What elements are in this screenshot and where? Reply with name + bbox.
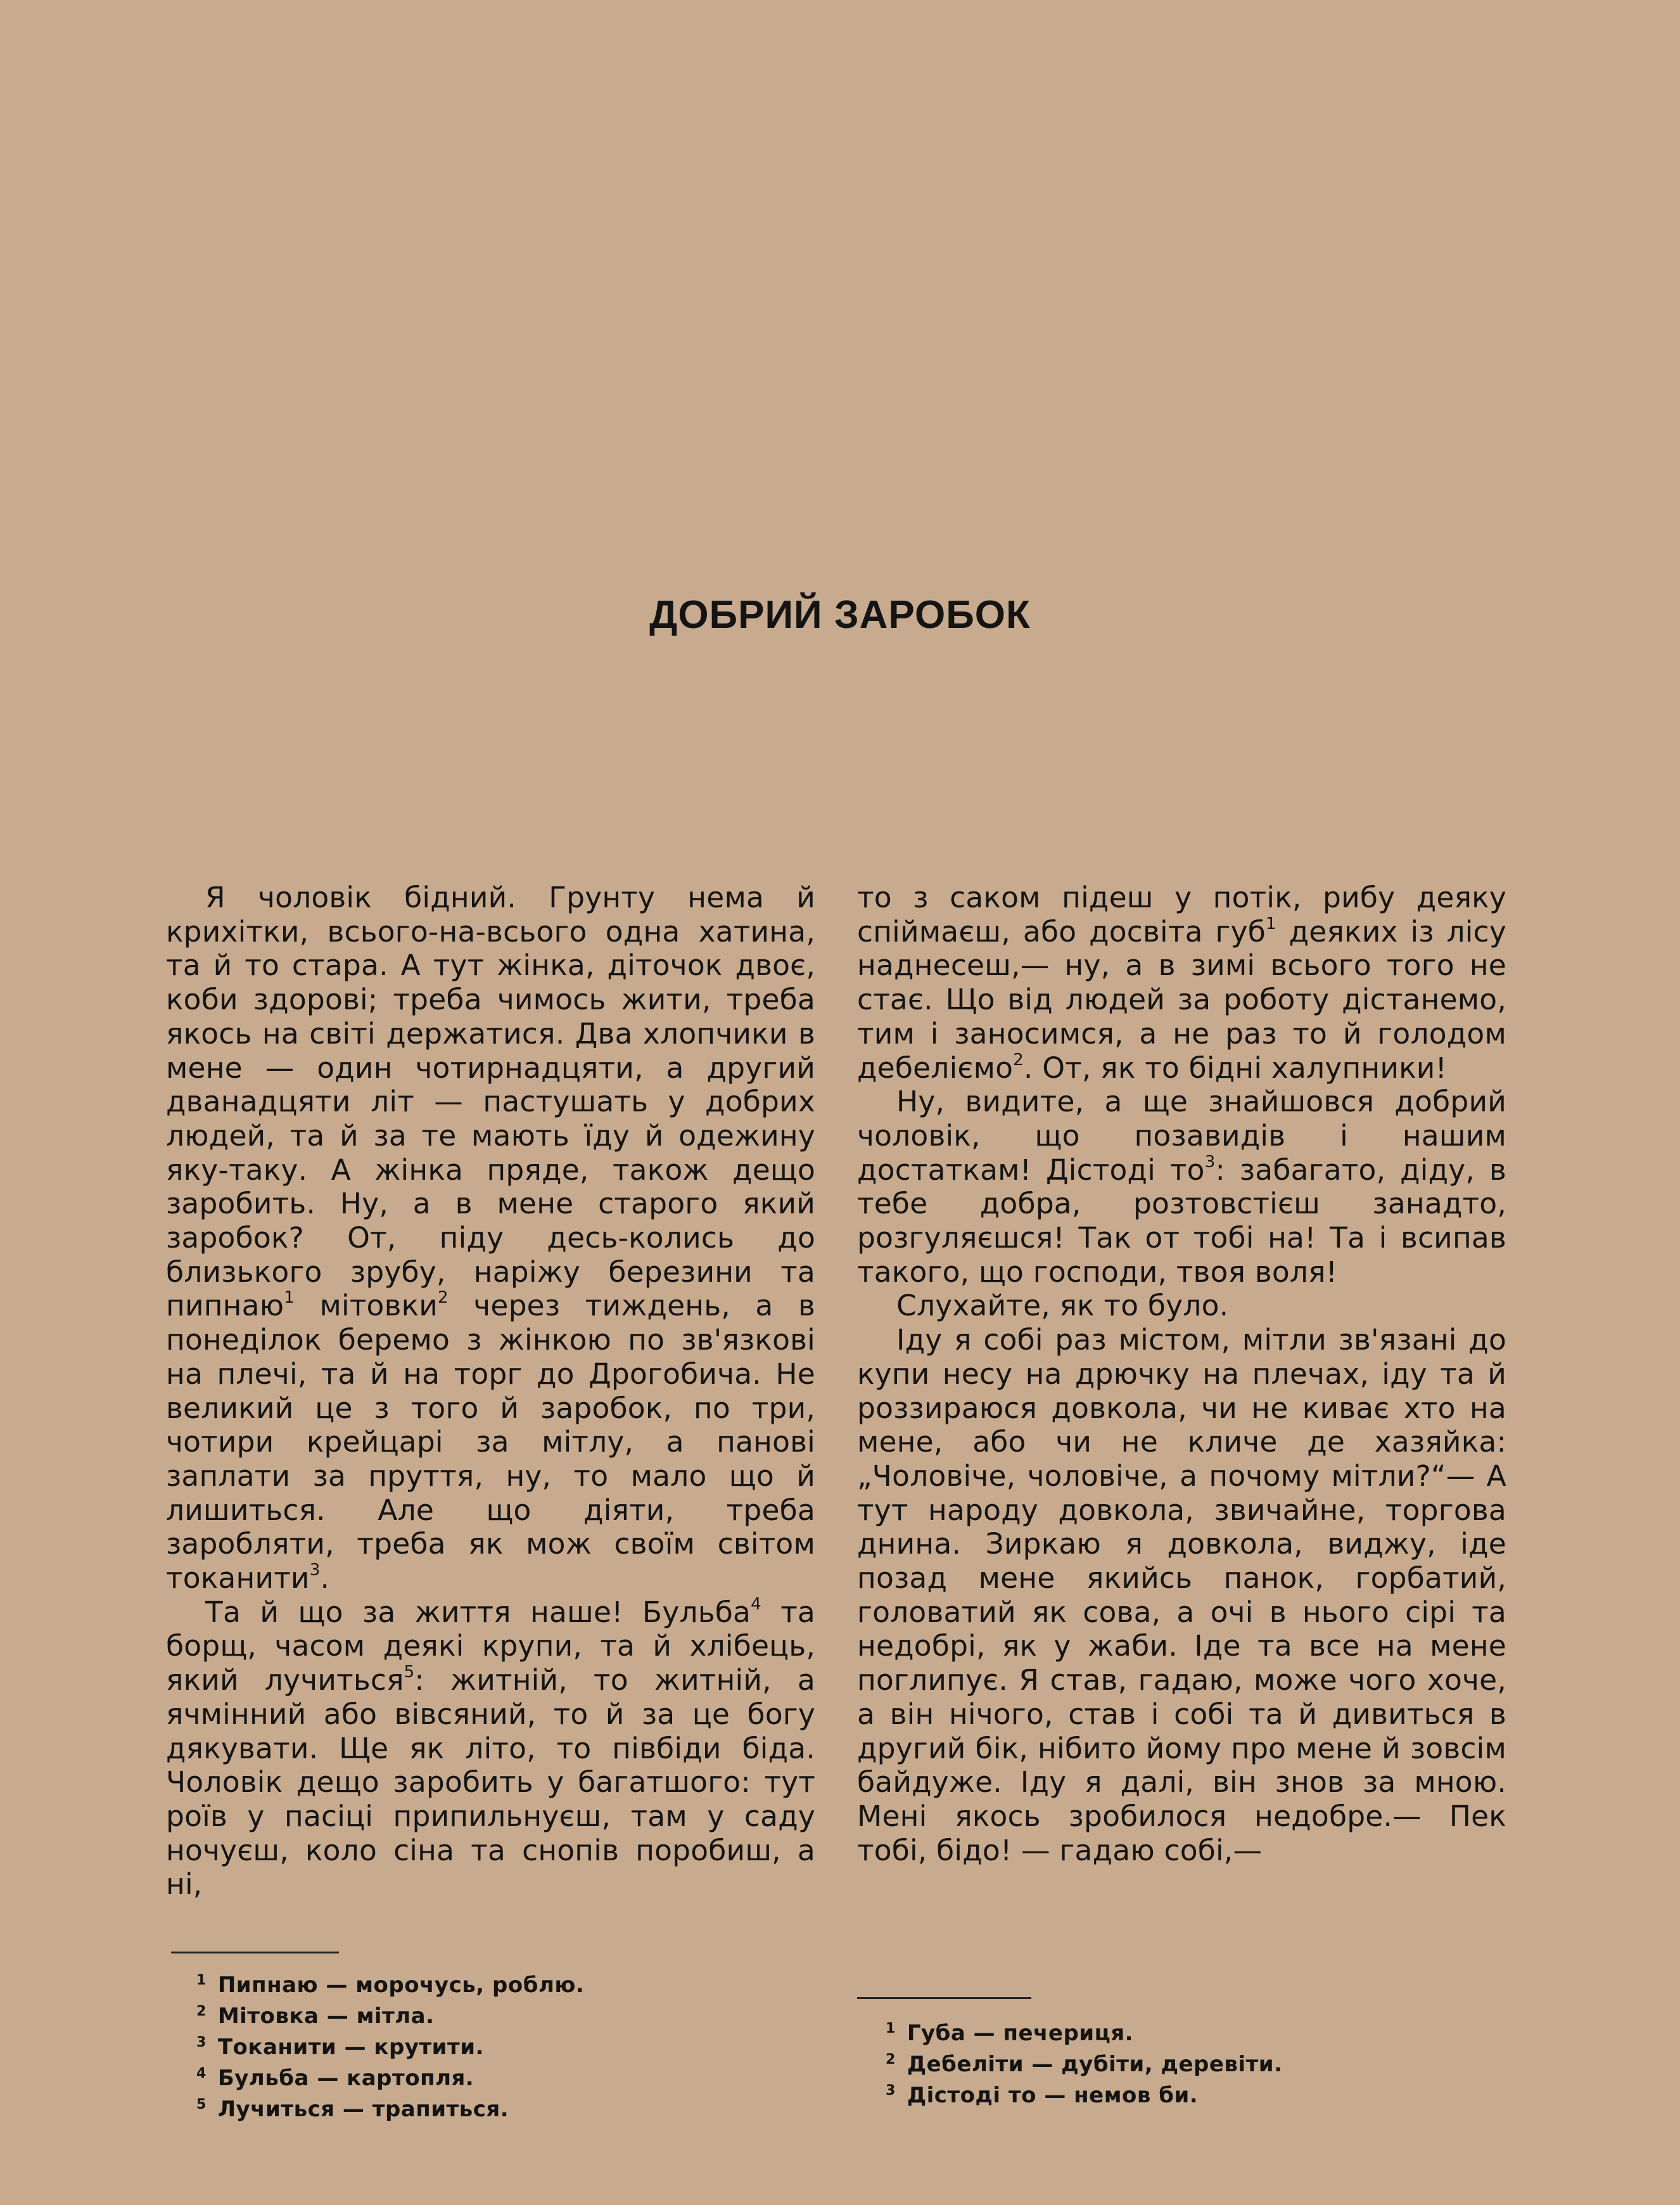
text-run: . От, як то бідні халупники! [1023, 1051, 1448, 1085]
footnote-text: Дебеліти — дубіти, деревіти. [907, 2052, 1283, 2077]
footnote [886, 2047, 1392, 2078]
footnote-number: 2 [196, 2004, 207, 2019]
footnote [196, 1998, 703, 2029]
text-run: Ну, видите, а ще знайшовся добрий чоловік, що позавидів і нашим достаткам! Дістоді то [857, 1085, 1506, 1187]
paragraph [166, 1595, 815, 1901]
text-run: : забагато, діду, в тебе добра, розтовстієш занадто, розгуляєшся! Так от тобі на! Та і всипав такого, що господи, твоя воля! [857, 1153, 1506, 1289]
footnote-text: Губа — печериця. [907, 2021, 1134, 2046]
paragraph [857, 881, 1506, 1085]
footnote-number: 5 [196, 2097, 207, 2112]
footnotes-right [886, 2016, 1392, 2109]
footnote-divider [171, 1952, 339, 1953]
footnote-text: Лучиться — трапиться. [217, 2097, 509, 2122]
footnote [886, 2078, 1392, 2109]
footnote-ref: 2 [438, 1288, 449, 1308]
text-run: через тиждень, а в понеділок беремо з жінкою по зв'язкові на плечі, та й на торг до Дрогобича. Не великий це з того й заробок, по три, чотири крейцарі за мітлу, а панові заплати за пруття, ну, то мало що й лишиться. Але що діяти, треба заробляти, треба як мож своїм світом токанити [166, 1289, 815, 1595]
footnote [196, 2092, 703, 2123]
footnote [196, 2029, 703, 2061]
footnote-number: 4 [196, 2066, 207, 2081]
text-run: : житній, то житній, а ячмінний або вівсяний, то й за це богу дякувати. Ще як літо, то півбіди біда. Чоловік дещо заробить у багатшого: тут роїв у пасіці припильнуєш, там у саду ночуєш, коло сіна та снопів поробиш, а ні, [166, 1663, 815, 1901]
footnote-number: 3 [886, 2083, 896, 2099]
text-run: Я чоловік бідний. Грунту нема й крихітки, всього-на-всього одна хатина, та й то стара. А тут жінка, діточок двоє, коби здорові; треба чимось жити, треба якось на світі держатися. Два хлопчики в мене — один чотирнадцяти, а другий дванадцяти літ — пастушать у добрих людей, та й за те мають їду й одежину яку-таку. А жінка пряде, також дещо заробить. Ну, а в мене старого який заробок? От, піду десь-колись до близького зрубу, наріжу березини та пипнаю [166, 881, 815, 1323]
text-run: . [320, 1561, 330, 1595]
footnote-divider [857, 1997, 1031, 1999]
footnote-number: 1 [196, 1972, 207, 1988]
footnote [196, 1967, 703, 1998]
footnote-ref: 2 [1013, 1050, 1024, 1070]
right-text-column [857, 881, 1506, 1867]
footnote-text: Токанити — крутити. [217, 2035, 484, 2060]
footnote-ref: 4 [751, 1594, 761, 1614]
footnote-text: Дістоді то — немов би. [907, 2083, 1199, 2108]
footnote-ref: 1 [1266, 914, 1276, 933]
text-run: мітовки [294, 1289, 438, 1323]
footnote-ref: 1 [284, 1288, 295, 1308]
text-run: то з саком підеш у потік, рибу деяку спіймаєш, або досвіта губ [857, 881, 1506, 949]
paragraph: Слухайте, як то було. [896, 1289, 1229, 1323]
footnote-text: Мітовка — мітла. [217, 2004, 435, 2029]
paragraph [857, 1085, 1506, 1289]
text-run: деяких із лісу наднесеш,— ну, а в зимі всього того не стає. Що від людей за роботу дістанемо, тим і заносимся, а не раз то й голодом дебеліємо [857, 914, 1506, 1085]
footnote-number: 1 [886, 2021, 896, 2036]
paragraph: Іду я собі раз містом, мітли зв'язані до купи несу на дрючку на плечах, іду та й роззираюся довкола, чи не киває хто на мене, або чи не кличе де хазяйка: „Чоловіче, чоловіче, а почому мітли?“— А тут народу довкола, звичайне, торгова днина. Зиркаю я довкола, виджу, іде позад мене якийсь панок, горбатий, головатий як сова, а очі в нього сірі та недобрі, як у жаби. Іде та все на мене поглипує. Я став, гадаю, може чого хоче, а він нічого, став і собі та й дивиться в другий бік, нібито йому про мене й зовсім байдуже. Іду я далі, він знов за мною. Мені якось зробилося недобре.— Пек тобі, бідо! — гадаю собі,— [857, 1323, 1506, 1867]
footnotes-left [196, 1967, 703, 2123]
footnote-text: Пипнаю — морочусь, роблю. [217, 1972, 585, 1998]
footnote-number: 3 [196, 2035, 207, 2050]
footnote [886, 2016, 1392, 2047]
footnote-ref: 3 [1204, 1152, 1216, 1172]
page-title: ДОБРИЙ ЗАРОБОК [649, 593, 1031, 637]
left-text-column [166, 881, 815, 1901]
text-run: Та й що за життя наше! Бульба [205, 1595, 751, 1629]
footnote-ref: 3 [309, 1561, 321, 1580]
footnote-ref: 5 [404, 1663, 415, 1682]
footnote-text: Бульба — картопля. [217, 2066, 474, 2091]
text-run: та борщ, часом деякі крупи, та й хлібець, який лучиться [166, 1595, 816, 1697]
paragraph [166, 881, 815, 1595]
footnote [196, 2061, 703, 2092]
footnote-number: 2 [886, 2052, 896, 2068]
